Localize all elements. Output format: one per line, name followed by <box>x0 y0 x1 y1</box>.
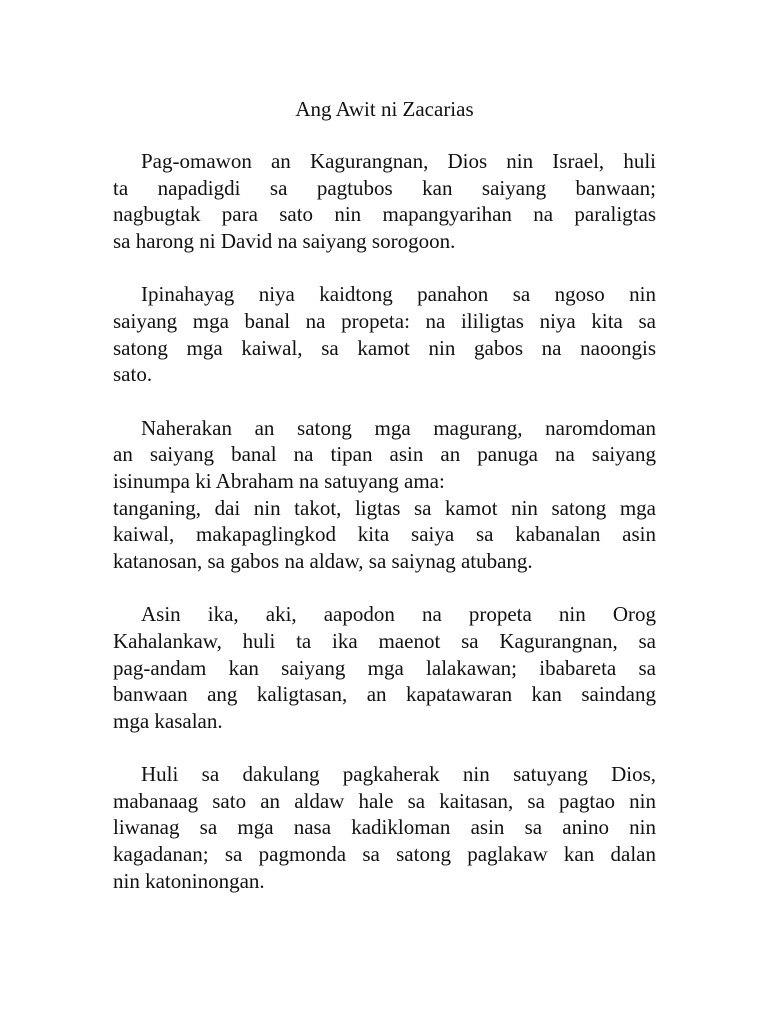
paragraph-3 <box>113 415 656 575</box>
paragraph-line: kagadanan; sa pagmonda sa satong paglakaw kan dalan <box>113 842 656 867</box>
paragraph-line: Naherakan an satong mga magurang, naromdoman <box>141 415 656 440</box>
paragraph-line: isinumpa ki Abraham na satuyang ama: <box>113 468 445 493</box>
document-title: Ang Awit ni Zacarias <box>295 97 474 121</box>
paragraph-line: Asin ika, aki, aapodon na propeta nin Orog <box>141 602 656 627</box>
paragraph-line: sato. <box>113 362 153 387</box>
paragraph-line: mga kasalan. <box>113 708 223 733</box>
paragraph-line: nagbugtak para sato nin mapangyarihan na paraligtas <box>113 202 656 227</box>
paragraph-line: Huli sa dakulang pagkaherak nin satuyang Dios, <box>141 762 656 787</box>
paragraph-line: nin katoninongan. <box>113 868 265 893</box>
paragraph-line: saiyang mga banal na propeta: na ililigtas niya kita sa <box>113 308 656 333</box>
paragraph-line: an saiyang banal na tipan asin an panuga na saiyang <box>113 442 656 467</box>
paragraph-line: Pag-omawon an Kagurangnan, Dios nin Israel, huli <box>141 149 656 173</box>
paragraph-line: kaiwal, makapaglingkod kita saiya sa kabanalan asin <box>113 522 656 547</box>
paragraph-line: liwanag sa mga nasa kadikloman asin sa anino nin <box>113 815 656 840</box>
paragraph-line: pag-andam kan saiyang mga lalakawan; ibabareta sa <box>113 655 656 680</box>
paragraph-4 <box>113 601 656 734</box>
paragraph-2 <box>113 281 656 387</box>
paragraph-line: tanganing, dai nin takot, ligtas sa kamot nin satong mga <box>113 495 656 520</box>
paragraph-line: satong mga kaiwal, sa kamot nin gabos na naoongis <box>113 335 656 360</box>
paragraph-line: sa harong ni David na saiyang sorogoon. <box>113 228 456 253</box>
paragraph-1 <box>113 148 656 254</box>
paragraph-line: banwaan ang kaligtasan, an kapatawaran kan saindang <box>113 682 656 707</box>
paragraph-5 <box>113 761 656 894</box>
paragraph-line: ta napadigdi sa pagtubos kan saiyang banwaan; <box>113 175 656 200</box>
document-page <box>113 96 656 921</box>
paragraph-line: Ipinahayag niya kaidtong panahon sa ngoso nin <box>141 282 656 307</box>
paragraph-line: mabanaag sato an aldaw hale sa kaitasan, sa pagtao nin <box>113 788 656 813</box>
paragraph-line: Kahalankaw, huli ta ika maenot sa Kagurangnan, sa <box>113 628 656 653</box>
paragraph-line: katanosan, sa gabos na aldaw, sa saiynag atubang. <box>113 548 533 573</box>
